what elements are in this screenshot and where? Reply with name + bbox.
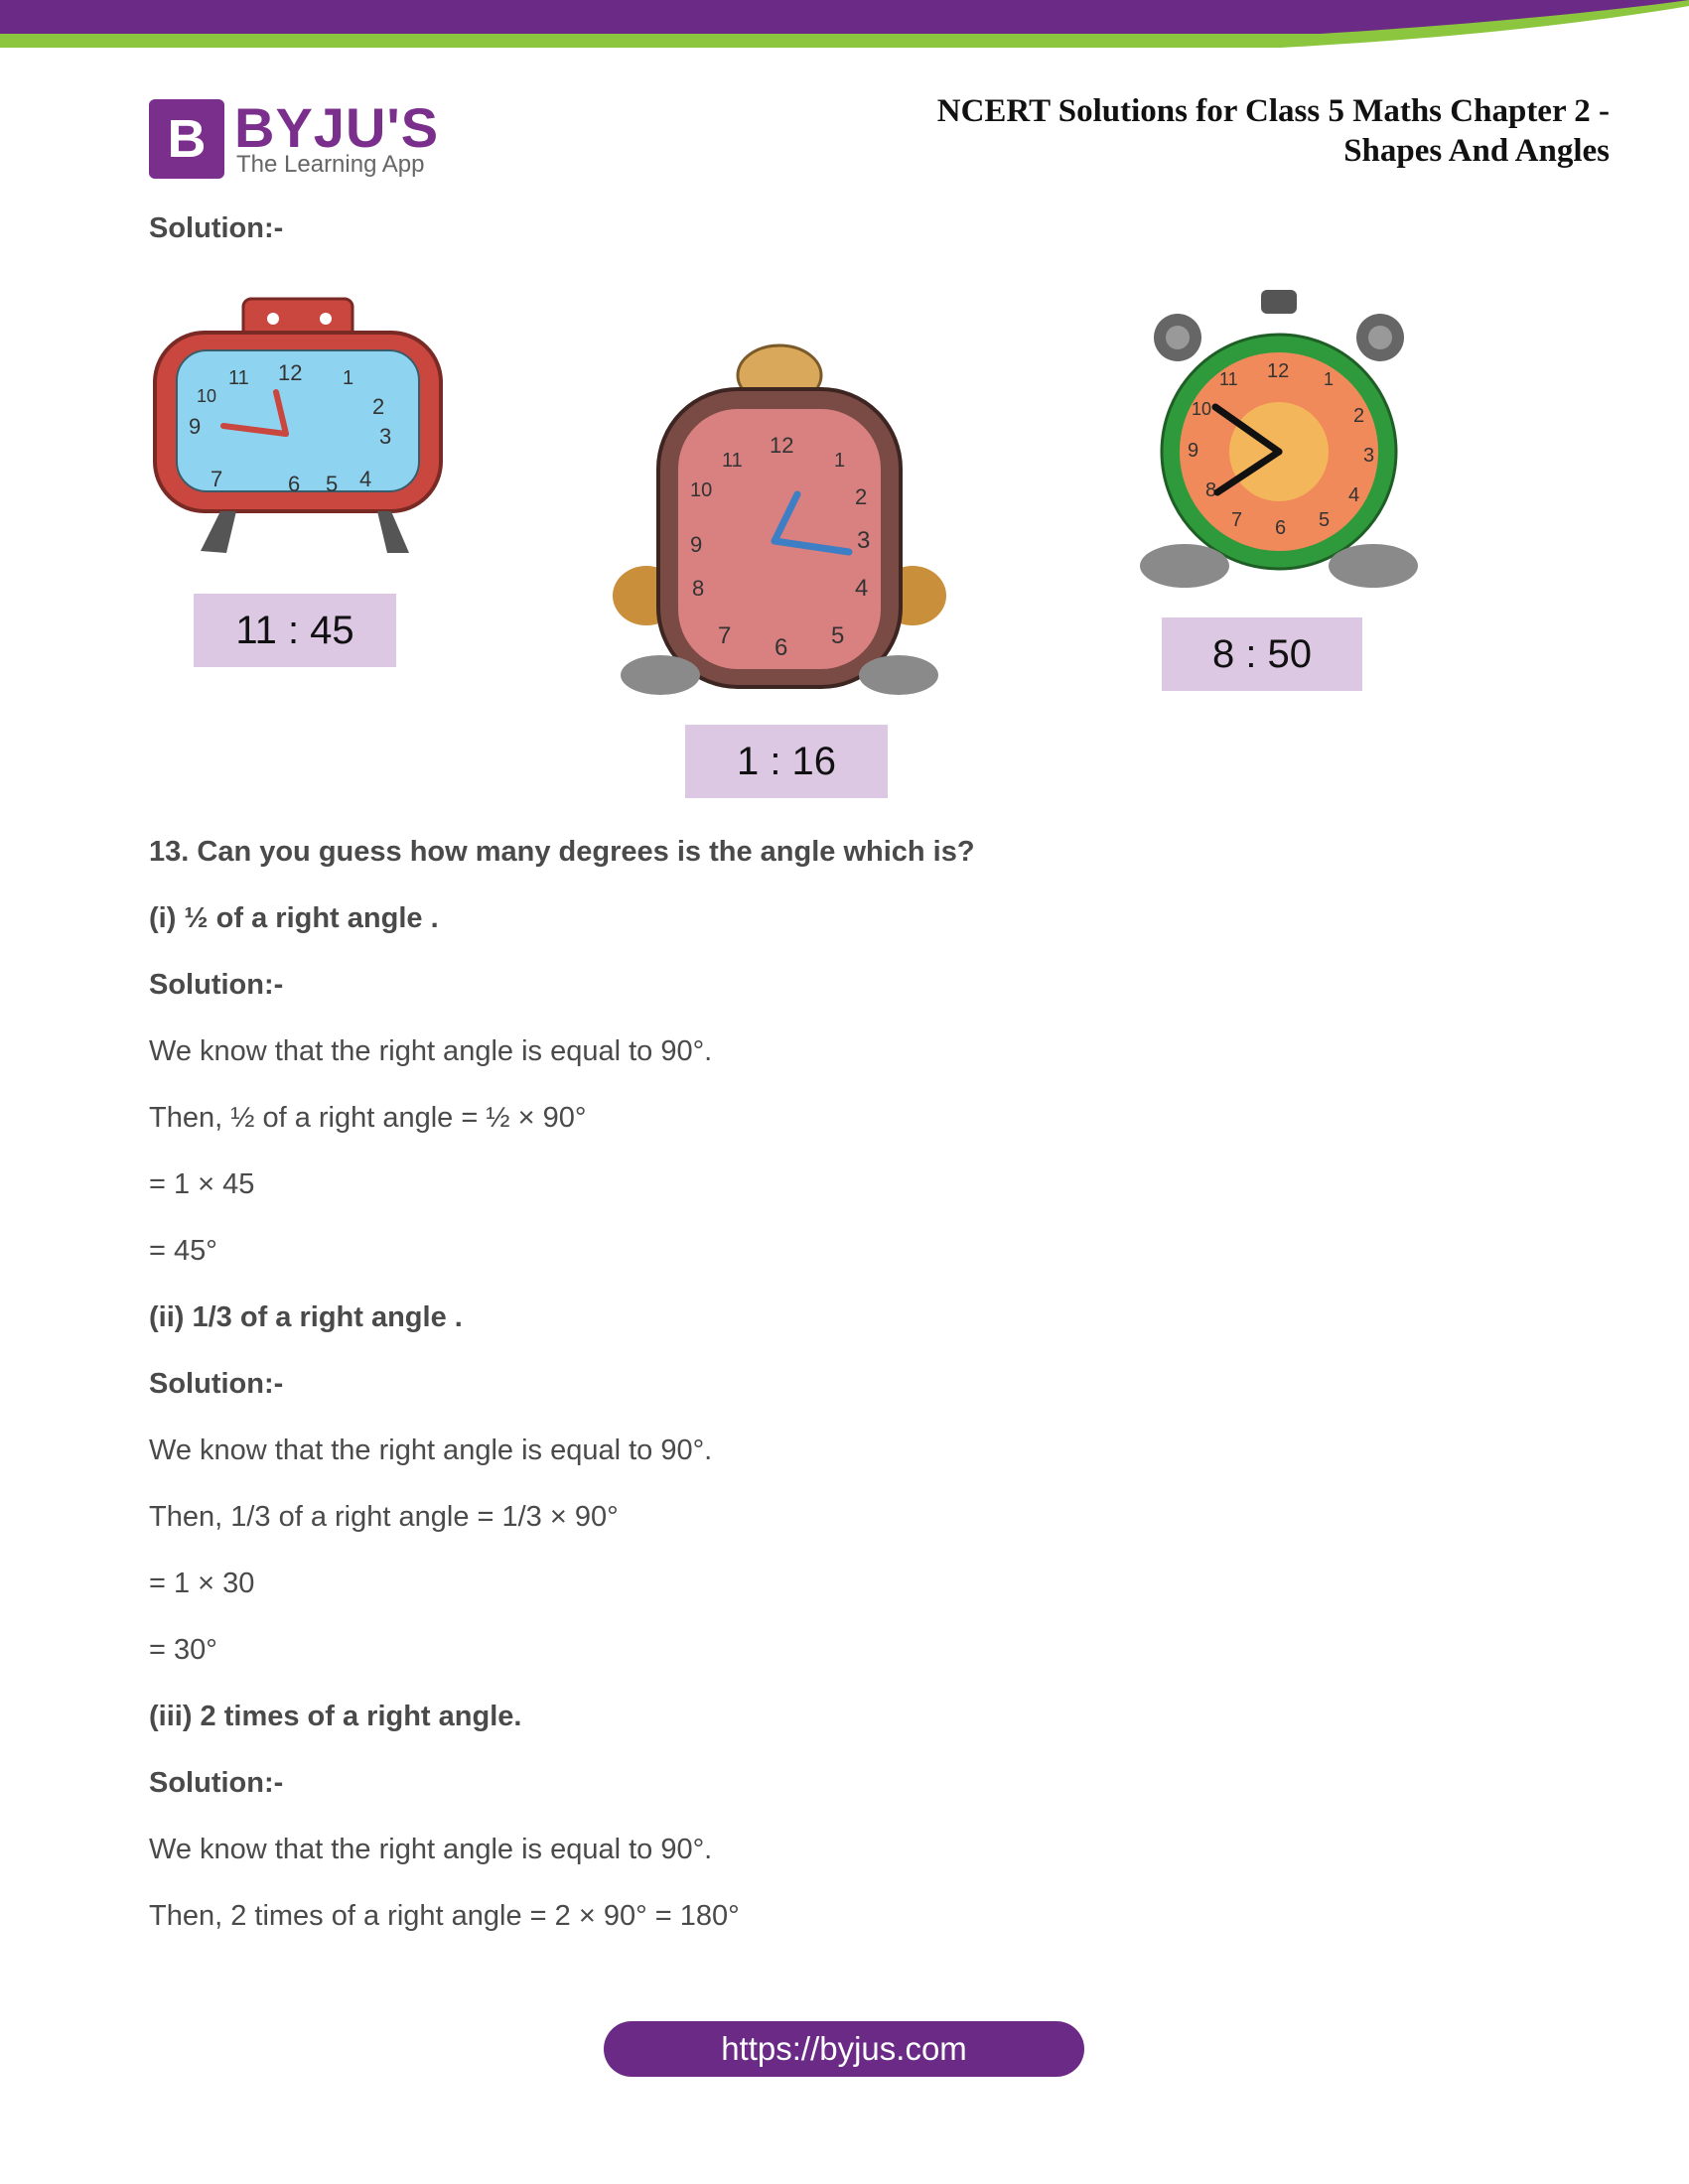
logo-name: BYJU'S bbox=[234, 96, 440, 159]
svg-text:7: 7 bbox=[1231, 509, 1243, 531]
svg-text:6: 6 bbox=[1275, 517, 1287, 539]
svg-text:3: 3 bbox=[1363, 445, 1375, 467]
clock-1-time: 11 : 45 bbox=[194, 594, 396, 667]
svg-text:6: 6 bbox=[288, 472, 301, 496]
part-ii-line: = 1 × 30 bbox=[149, 1568, 255, 1599]
alarm-clock-icon bbox=[1140, 288, 1418, 615]
part-i-heading: (i) ½ of a right angle . bbox=[149, 902, 439, 934]
svg-text:10: 10 bbox=[197, 386, 217, 406]
svg-text:8: 8 bbox=[692, 576, 705, 601]
svg-text:4: 4 bbox=[359, 467, 372, 491]
svg-text:2: 2 bbox=[855, 484, 868, 509]
svg-text:7: 7 bbox=[211, 467, 223, 491]
svg-text:7: 7 bbox=[718, 622, 732, 649]
question-13: 13. Can you guess how many degrees is the angle which is? bbox=[149, 836, 975, 868]
part-ii-solution-label: Solution:- bbox=[149, 1368, 284, 1400]
svg-text:4: 4 bbox=[855, 575, 869, 602]
logo-mark-icon: B bbox=[149, 99, 224, 179]
svg-text:6: 6 bbox=[774, 634, 788, 661]
part-iii-line: We know that the right angle is equal to 90°. bbox=[149, 1834, 713, 1865]
svg-text:9: 9 bbox=[690, 532, 703, 557]
part-i-line: = 1 × 45 bbox=[149, 1168, 255, 1200]
svg-text:11: 11 bbox=[1219, 369, 1238, 389]
svg-text:9: 9 bbox=[189, 414, 202, 439]
svg-text:5: 5 bbox=[1319, 509, 1331, 531]
svg-text:11: 11 bbox=[722, 450, 743, 472]
part-iii-heading: (iii) 2 times of a right angle. bbox=[149, 1701, 522, 1732]
page-title bbox=[855, 91, 1610, 171]
svg-text:9: 9 bbox=[1188, 440, 1199, 462]
svg-text:1: 1 bbox=[834, 450, 846, 472]
part-ii-line: We know that the right angle is equal to 90°. bbox=[149, 1434, 713, 1466]
svg-text:11: 11 bbox=[228, 367, 249, 389]
svg-text:3: 3 bbox=[857, 527, 871, 554]
part-i-solution-label: Solution:- bbox=[149, 969, 284, 1001]
svg-text:1: 1 bbox=[1324, 369, 1335, 389]
svg-text:12: 12 bbox=[278, 360, 303, 385]
page-title-line1: NCERT Solutions for Class 5 Maths Chapter 2 - bbox=[936, 93, 1610, 129]
page-title-line2: Shapes And Angles bbox=[1343, 133, 1610, 169]
clock-2-time: 1 : 16 bbox=[685, 725, 888, 798]
clock-3-time: 8 : 50 bbox=[1162, 617, 1362, 691]
svg-text:4: 4 bbox=[1348, 484, 1360, 506]
logo-tagline: The Learning App bbox=[236, 151, 425, 178]
svg-text:10: 10 bbox=[1192, 399, 1212, 419]
part-iii-solution-label: Solution:- bbox=[149, 1767, 284, 1799]
svg-text:3: 3 bbox=[379, 424, 392, 449]
svg-text:12: 12 bbox=[1267, 360, 1290, 382]
part-i-line: We know that the right angle is equal to 90°. bbox=[149, 1035, 713, 1067]
svg-text:10: 10 bbox=[690, 479, 713, 501]
part-i-line: = 45° bbox=[149, 1235, 217, 1267]
tv-clock-icon bbox=[149, 293, 447, 571]
svg-text:5: 5 bbox=[326, 472, 339, 496]
header-decorative-band bbox=[0, 0, 1689, 60]
part-ii-line: = 30° bbox=[149, 1634, 217, 1666]
part-i-line: Then, ½ of a right angle = ½ × 90° bbox=[149, 1102, 587, 1134]
backpack-clock-icon bbox=[611, 328, 948, 715]
part-ii-heading: (ii) 1/3 of a right angle . bbox=[149, 1301, 463, 1333]
byjus-logo bbox=[149, 96, 440, 181]
svg-text:2: 2 bbox=[1353, 405, 1365, 427]
svg-text:8: 8 bbox=[1205, 479, 1217, 501]
svg-text:1: 1 bbox=[343, 367, 354, 389]
solution-label: Solution:- bbox=[149, 212, 284, 244]
part-iii-line: Then, 2 times of a right angle = 2 × 90° = 180° bbox=[149, 1900, 740, 1932]
svg-text:2: 2 bbox=[372, 394, 385, 419]
part-ii-line: Then, 1/3 of a right angle = 1/3 × 90° bbox=[149, 1501, 619, 1533]
svg-text:12: 12 bbox=[770, 433, 794, 458]
footer-url-link[interactable]: https://byjus.com bbox=[604, 2021, 1084, 2077]
svg-text:5: 5 bbox=[831, 622, 845, 649]
